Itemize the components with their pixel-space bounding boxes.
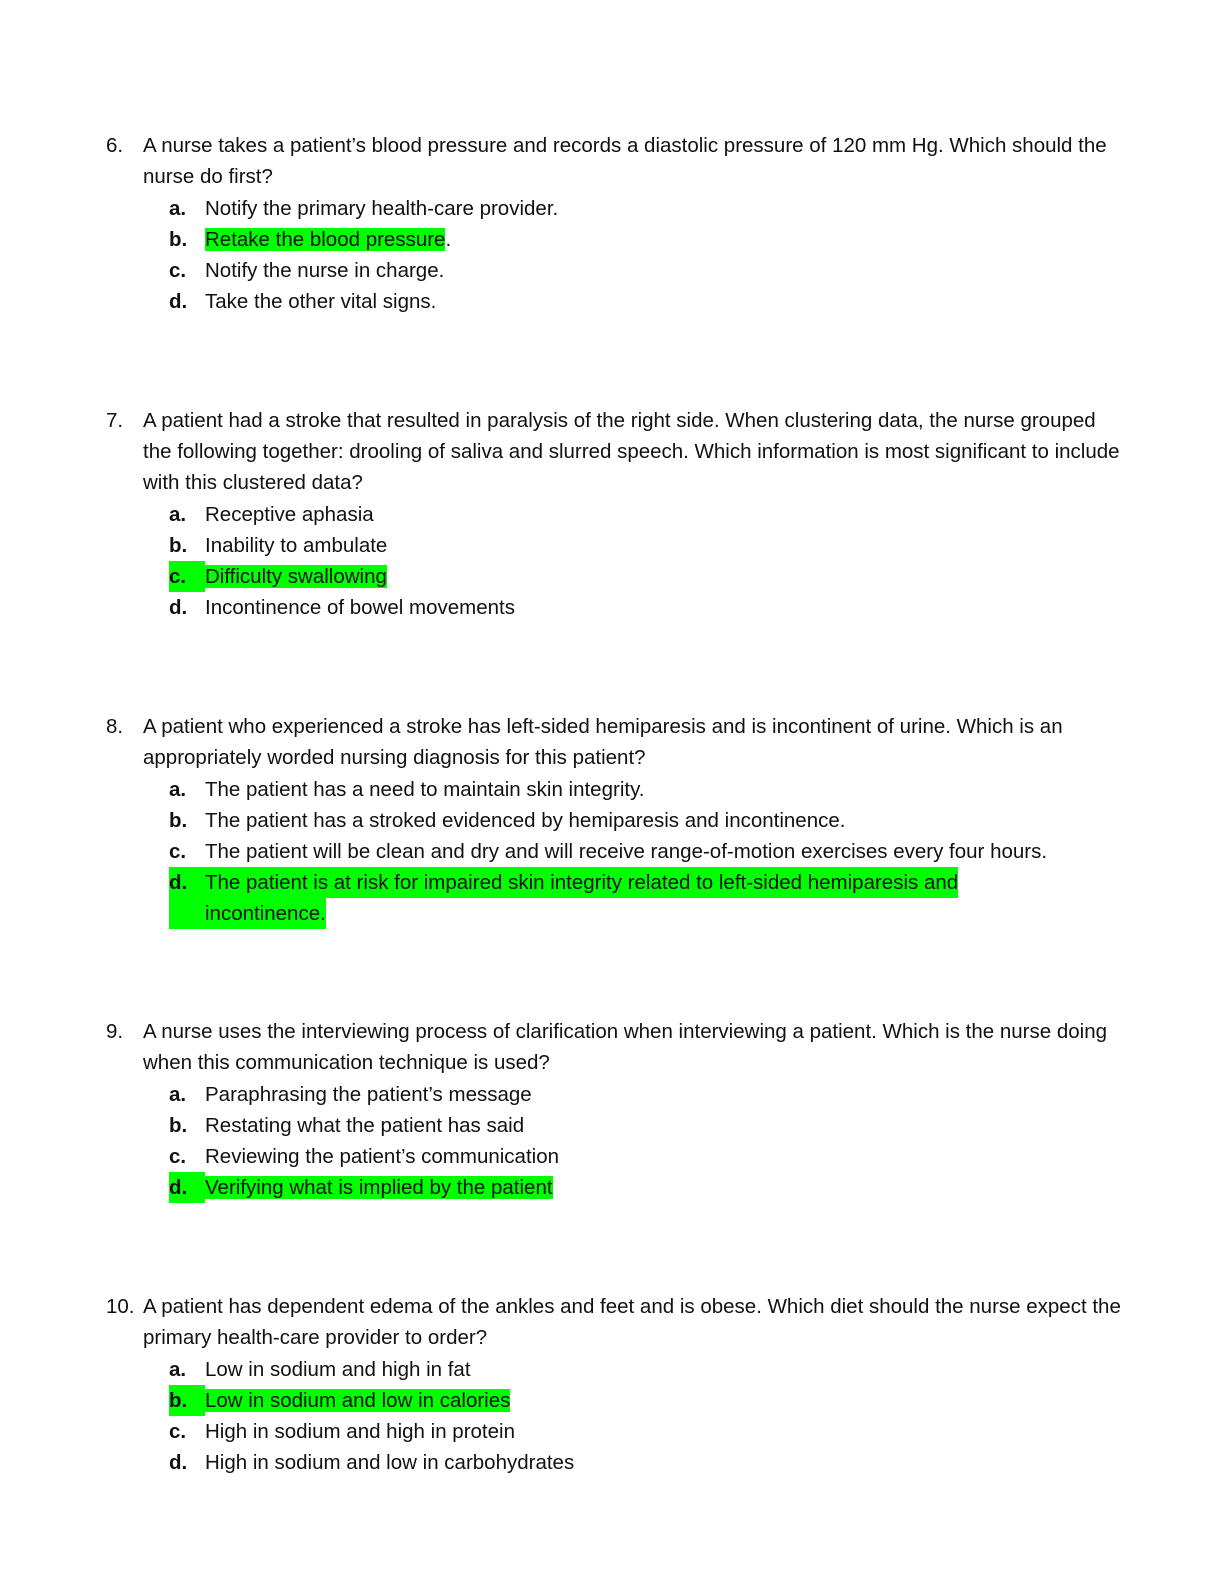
option-letter: c. (169, 1420, 187, 1443)
option-text: Reviewing the patient’s communication (205, 1145, 560, 1168)
option-letter: b. (169, 228, 188, 251)
option-letter: a. (169, 503, 187, 526)
question-8 (106, 711, 1126, 929)
answer-option-b (169, 224, 1126, 255)
question-stem (106, 405, 1126, 498)
question-10 (106, 1291, 1126, 1478)
answer-option-a (169, 499, 1126, 530)
option-text: Notify the primary health-care provider. (205, 197, 559, 220)
question-number: 10. (106, 1295, 135, 1318)
option-text: Paraphrasing the patient’s message (205, 1083, 532, 1106)
option-letter: d. (169, 1451, 188, 1474)
question-number: 6. (106, 134, 124, 157)
option-letter: c. (169, 259, 187, 282)
answer-option-b (169, 805, 1126, 836)
question-text: A patient who experienced a stroke has left-sided hemiparesis and is incontinent of urine. Which is an appropriately worded nursing diagnosis for this patient? (143, 715, 1063, 769)
option-letter: a. (169, 1083, 187, 1106)
answer-option-c (169, 1416, 1126, 1447)
option-text (205, 224, 1126, 255)
option-text (205, 561, 1126, 592)
answer-options (106, 193, 1126, 317)
option-letter: d. (169, 867, 205, 929)
option-text: The patient has a stroked evidenced by hemiparesis and incontinence. (205, 809, 846, 832)
option-text: Restating what the patient has said (205, 1114, 525, 1137)
question-stem (106, 1291, 1126, 1353)
option-letter: b. (169, 1385, 205, 1416)
answer-option-d (169, 286, 1126, 317)
option-text: The patient will be clean and dry and will receive range-of-motion exercises every four hours. (205, 840, 1048, 863)
correct-answer-highlight: Low in sodium and low in calories (205, 1389, 511, 1412)
question-7 (106, 405, 1126, 623)
option-text: Inability to ambulate (205, 534, 388, 557)
correct-answer-highlight: The patient is at risk for impaired skin integrity related to left-sided hemiparesis and (205, 867, 958, 898)
correct-answer-highlight: incontinence. (205, 898, 326, 929)
option-letter: b. (169, 1114, 188, 1137)
option-letter: c. (169, 1145, 187, 1168)
answer-options (106, 774, 1126, 929)
option-text (205, 1385, 1126, 1416)
option-text: The patient has a need to maintain skin integrity. (205, 778, 645, 801)
question-stem (106, 1016, 1126, 1078)
question-text: A nurse uses the interviewing process of clarification when interviewing a patient. Which is the nurse doing when this communication technique is used? (143, 1020, 1108, 1074)
option-text: High in sodium and high in protein (205, 1420, 515, 1443)
question-number: 8. (106, 715, 124, 738)
question-stem (106, 711, 1126, 773)
option-text: High in sodium and low in carbohydrates (205, 1451, 575, 1474)
answer-option-b (169, 1110, 1126, 1141)
answer-option-a (169, 193, 1126, 224)
option-letter: b. (169, 809, 188, 832)
option-text (205, 867, 1126, 929)
option-letter: a. (169, 197, 187, 220)
option-text: Low in sodium and high in fat (205, 1358, 471, 1381)
answer-option-a (169, 1354, 1126, 1385)
correct-answer-highlight: Difficulty swallowing (205, 565, 387, 588)
option-text (205, 1172, 1126, 1203)
answer-option-c (169, 255, 1126, 286)
question-text: A patient has dependent edema of the ankles and feet and is obese. Which diet should the nurse expect the primary health-care provider to order? (143, 1295, 1121, 1349)
option-letter: a. (169, 1358, 187, 1381)
option-text: Receptive aphasia (205, 503, 374, 526)
option-text: Take the other vital signs. (205, 290, 437, 313)
question-number: 7. (106, 409, 124, 432)
answer-option-a (169, 774, 1126, 805)
answer-options (106, 1354, 1126, 1478)
option-text: Notify the nurse in charge. (205, 259, 445, 282)
option-letter: d. (169, 596, 188, 619)
answer-option-c (169, 561, 1126, 592)
answer-option-c (169, 836, 1126, 867)
question-9 (106, 1016, 1126, 1203)
question-number: 9. (106, 1020, 124, 1043)
answer-options (106, 499, 1126, 623)
question-text: A nurse takes a patient’s blood pressure and records a diastolic pressure of 120 mm Hg. Which should the nurse do first? (143, 134, 1107, 188)
answer-option-d (169, 592, 1126, 623)
question-text: A patient had a stroke that resulted in paralysis of the right side. When clustering data, the nurse grouped the following together: drooling of saliva and slurred speech. Which information is most significant to include with this clustered data? (143, 409, 1120, 494)
answer-option-d (169, 1447, 1126, 1478)
option-letter: c. (169, 561, 205, 592)
option-suffix: . (445, 228, 452, 251)
answer-option-c (169, 1141, 1126, 1172)
question-stem (106, 130, 1126, 192)
option-letter: d. (169, 1172, 205, 1203)
option-letter: d. (169, 290, 188, 313)
answer-option-d (169, 1172, 1126, 1203)
answer-options (106, 1079, 1126, 1203)
option-text: Incontinence of bowel movements (205, 596, 515, 619)
option-letter: a. (169, 778, 187, 801)
answer-option-b (169, 1385, 1126, 1416)
option-letter: c. (169, 840, 187, 863)
answer-option-a (169, 1079, 1126, 1110)
question-6 (106, 130, 1126, 317)
answer-option-b (169, 530, 1126, 561)
option-letter: b. (169, 534, 188, 557)
correct-answer-highlight: Verifying what is implied by the patient (205, 1176, 553, 1199)
correct-answer-highlight: Retake the blood pressure (205, 228, 446, 251)
answer-option-d (169, 867, 1126, 929)
